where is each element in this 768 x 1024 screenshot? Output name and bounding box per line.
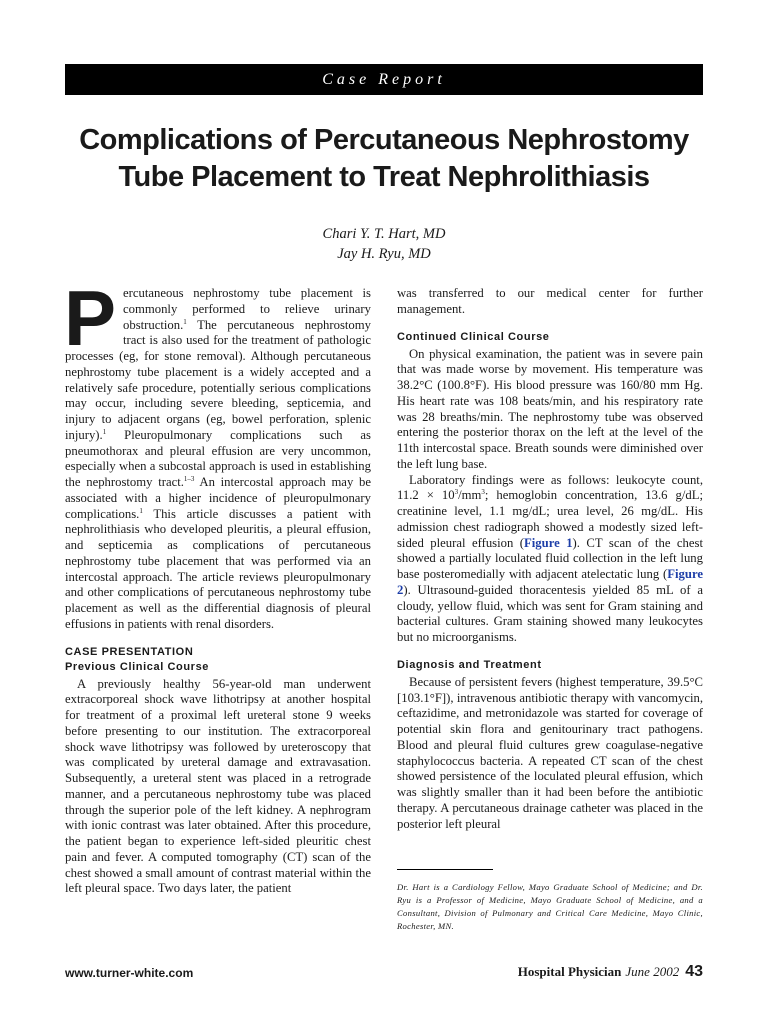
footnote-divider <box>397 869 493 870</box>
author-2: Jay H. Ryu, MD <box>337 246 431 262</box>
article-title <box>40 122 728 196</box>
title-line-1: Complications of Percutaneous Nephrostomy <box>79 124 689 156</box>
reference-marker: 1–3 <box>183 474 195 483</box>
case-presentation-heading: CASE PRESENTATION <box>65 645 194 658</box>
issue-date: June 2002 <box>625 964 680 979</box>
intro-paragraph: Percutaneous nephrostomy tube placement is commonly performed to relieve urinary obstruction.$^1$ The percutaneous nephrostomy tract is also used for the treatment of pathologic processes (eg, for stone removal). Although percutaneous nephrostomy tube placement is a widely accepted and a relatively safe procedure, potentially serious complications may occur, including severe bleeding, septicemia, and injury to adjacent organs (eg, bowel perforation, splenic injury).$^1$ Pleuropulmonary complications such as pneumothorax and pleural effusion are very uncommon, especially when a subcostal approach is used in establishing the nephrostomy tract.$^{1-3}$ An intercostal approach may be associated with a higher incidence of pleuropulmonary complications.$^1$ This article discusses a patient with nephrolithiasis who developed pleuritis, a pleural effusion, and septicemia as complications of percutaneous nephrostomy tube placement that was performed via an intercostal approach. The article reviews pleuropulmonary and other complications of percutaneous nephrostomy tube placement as well as the differential diagnosis of pleural effusions in patients with renal disorders. <box>64 274 371 631</box>
title-line-2: Tube Placement to Treat Nephrolithiasis <box>118 161 650 193</box>
footer-journal-info <box>518 963 703 981</box>
author-1: Chari Y. T. Hart, MD <box>322 226 446 242</box>
previous-course-paragraph: A previously healthy 56-year-old man underwent extracorporeal shock wave lithotripsy at another hospital for treatment of a proximal left ureteral stone 9 weeks before presenting to our institution. The extracorporeal shock wave lithotripsy was followed by ureteroscopy that was complicated by ureteral damage and extravasation. Subsequently, a ureteral stent was placed in a retrograde manner, and a percutaneous nephrostomy tube was placed through the superior pole of the left kidney. A nephrogram with ionic contrast was later obtained. After this procedure, the patient began to experience left-sided pleuritic chest pain and fever. A computed tomography (CT) scan of the chest showed a small amount of contrast material within the left pleural space. Two days later, the patient <box>65 676 371 896</box>
lab-paragraph: Laboratory findings were as follows: leukocyte count, 11.2 × 10$^3$/mm$^3$; hemoglobin concentration, 13.6 g/dL; creatinine level, 1.1 mg/dL; urea level, 26 mg/dL. His admission chest radiograph showed a modestly sized left-sided pleural effusion (Figure 1). CT scan of the chest showed a partially loculated fluid collection in the left lung base posteromedially with adjacent atelectatic lung (Figure 2). Ultrasound-guided thoracentesis yielded 85 mL of a cloudy, yellow fluid, which was sent for Gram staining and bacterial cultures. Gram staining showed many leukocytes but no microorganisms. <box>397 472 704 644</box>
drop-cap: P <box>64 274 117 362</box>
diagnosis-heading: Diagnosis and Treatment <box>397 658 542 671</box>
previous-course-heading: Previous Clinical Course <box>65 660 209 673</box>
reference-marker: 1 <box>139 506 143 515</box>
figure-1-link[interactable]: Figure 1 <box>524 535 573 550</box>
left-column <box>64 274 371 897</box>
reference-marker: 1 <box>102 427 107 436</box>
reference-marker: 1 <box>183 317 187 326</box>
page-number: 43 <box>685 963 703 980</box>
footer-url-link[interactable]: www.turner-white.com <box>65 966 194 980</box>
continued-course-heading: Continued Clinical Course <box>397 330 550 343</box>
exam-paragraph: On physical examination, the patient was in severe pain that was made worse by movement. His temperature was 38.2°C (100.8°F). His blood pressure was 160/80 mm Hg. His heart rate was 108 beats/min, and his respiratory rate was 28 breaths/min. The nephrostomy tube was observed entering the posterior thorax on the left at the level of the 11th intercostal space. Breath sounds were diminished over the left lung base. <box>397 346 703 471</box>
diagnosis-paragraph: Because of persistent fevers (highest temperature, 39.5°C [103.1°F]), intravenous antibiotic therapy with vancomycin, ceftazidime, and metronidazole was started for coverage of potential skin flora and genitourinary tract pathogens. Blood and pleural fluid cultures grew coagulase-negative staphylococcus bacteria. A repeated CT scan of the chest showed persistence of the loculated pleural effusion, which was slightly smaller than it had been before the antibiotic therapy. A percutaneous drainage catheter was placed in the posterior left pleural <box>397 674 703 831</box>
right-column <box>397 286 703 832</box>
continuation-paragraph: was transferred to our medical center for further management. <box>397 286 703 316</box>
figure-2-link[interactable]: Figure 2 <box>397 567 703 597</box>
author-affiliation-footnote: Dr. Hart is a Cardiology Fellow, Mayo Graduate School of Medicine; and Dr. Ryu is a Professor of Medicine, Mayo Graduate School of Medicine, and a Consultant, Division of Pulmonary and Critical Care Medicine, Mayo Clinic, Rochester, MN. <box>397 882 703 931</box>
section-banner: Case Report <box>65 64 703 95</box>
author-list <box>65 224 703 264</box>
journal-name: Hospital Physician <box>517 964 622 979</box>
